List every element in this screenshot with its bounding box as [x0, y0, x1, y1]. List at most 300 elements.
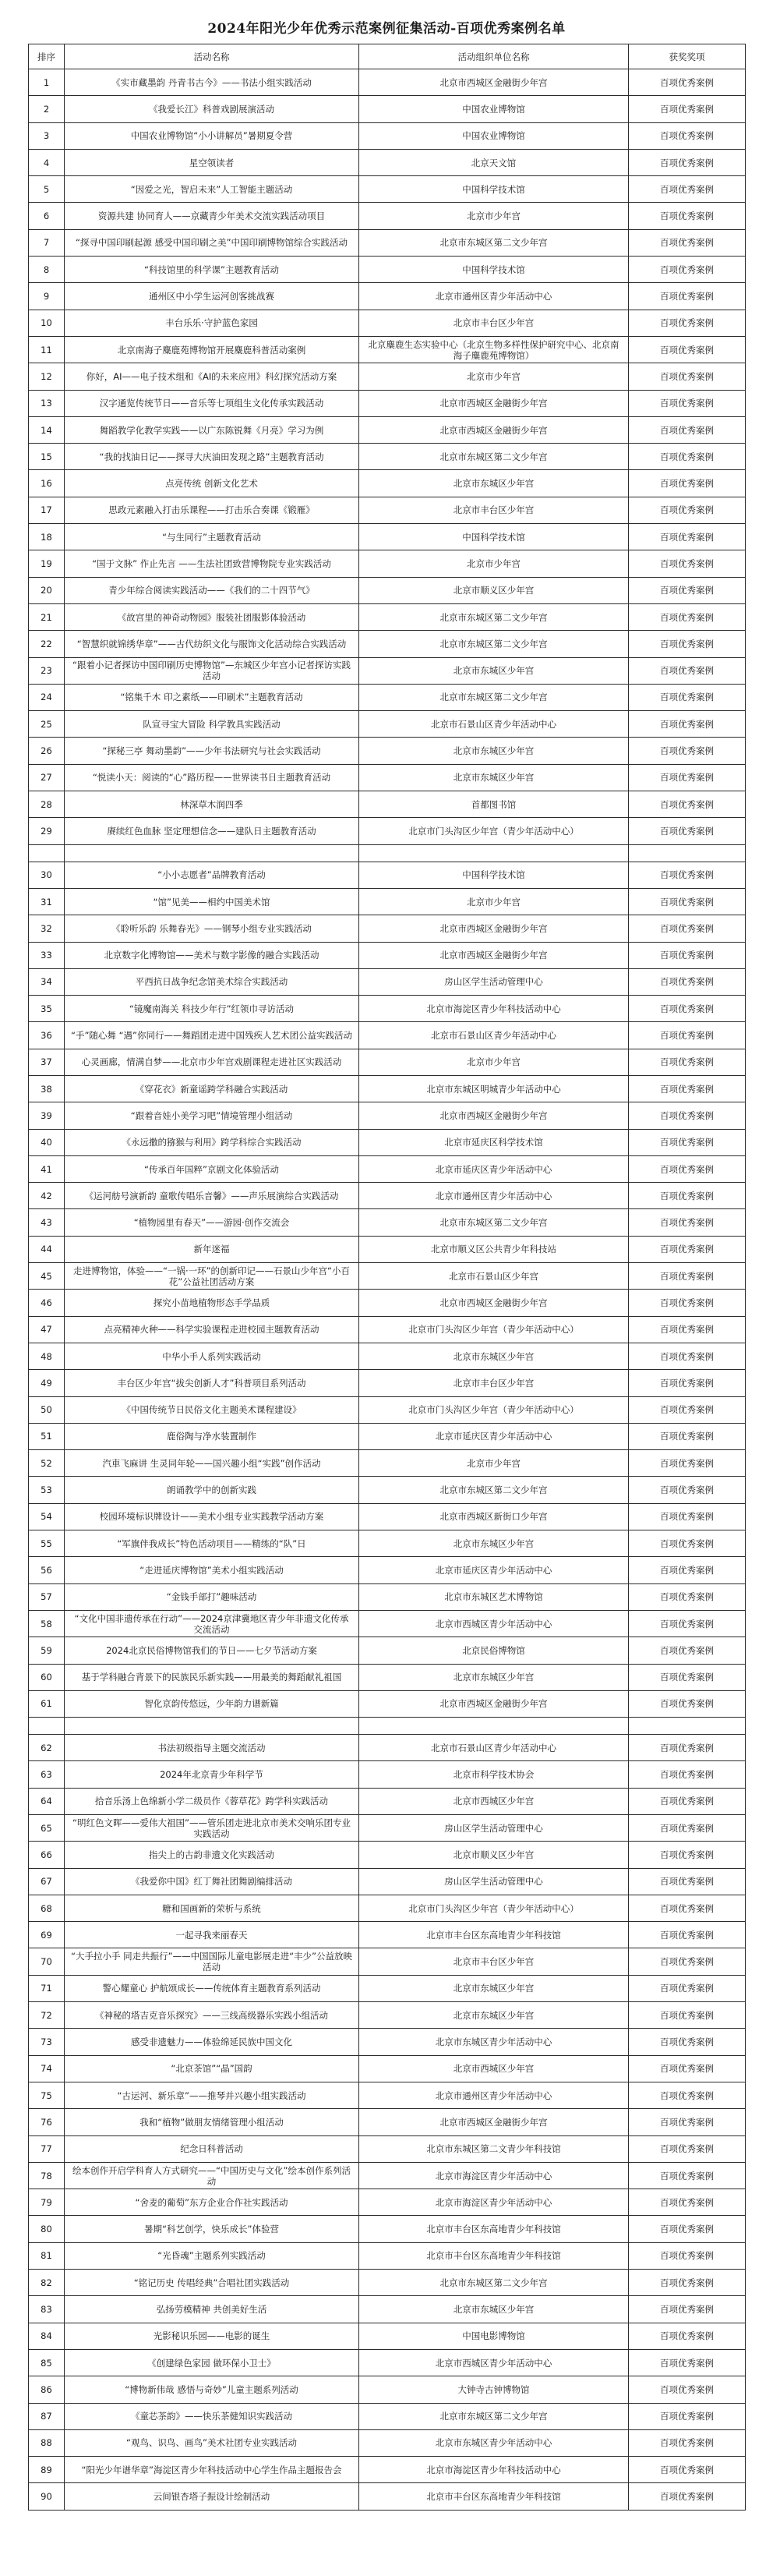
- table-row: [29, 1209, 746, 1236]
- table-row: [29, 1236, 746, 1262]
- table-row: [29, 1583, 746, 1610]
- award-cell: 百项优秀案例: [629, 1343, 746, 1369]
- organizer-cell: 北京市科学技术协会: [359, 1761, 629, 1788]
- award-cell: 百项优秀案例: [629, 176, 746, 203]
- organizer-cell: 北京市东城区第二文少年宫: [359, 444, 629, 470]
- rank-cell: 38: [29, 1075, 65, 1102]
- award-cell: 百项优秀案例: [629, 497, 746, 523]
- organizer-cell: 北京市东城区青少年活动中心: [359, 2429, 629, 2456]
- rank-cell: 44: [29, 1236, 65, 1262]
- table-row: [29, 1343, 746, 1369]
- activity-name-cell: 校园环境标识牌设计——美术小组专业实践教学活动方案: [65, 1503, 359, 1530]
- organizer-cell: 北京市西城区金融街少年宫: [359, 69, 629, 96]
- organizer-cell: 北京市通州区青少年活动中心: [359, 283, 629, 310]
- organizer-cell: 北京市西城区金融街少年宫: [359, 1690, 629, 1717]
- organizer-cell: 北京市东城区少年宫: [359, 470, 629, 497]
- organizer-cell: 北京市西城区金融街少年宫: [359, 2109, 629, 2135]
- rank-cell: 43: [29, 1209, 65, 1236]
- award-cell: 百项优秀案例: [629, 1583, 746, 1610]
- table-row: [29, 2296, 746, 2323]
- rank-cell: 6: [29, 203, 65, 229]
- activity-name-cell: 你好，AI——电子技术组和《AI的未来应用》科幻探究活动方案: [65, 363, 359, 390]
- activity-name-cell: 《故宫里的神奇动物园》服装社团服影体验活动: [65, 603, 359, 630]
- organizer-cell: 北京市海淀区青少年活动中心: [359, 2189, 629, 2216]
- organizer-cell: 北京市东城区艺术博物馆: [359, 1583, 629, 1610]
- table-row: [29, 1396, 746, 1423]
- award-cell: 百项优秀案例: [629, 1423, 746, 1449]
- organizer-cell: 北京市西城区青少年活动中心: [359, 2349, 629, 2376]
- rank-cell: 53: [29, 1477, 65, 1503]
- activity-name-cell: 绘本创作开启学科育人方式研究——“中国历史与文化”绘本创作系列活动: [65, 2162, 359, 2189]
- rank-cell: 8: [29, 257, 65, 283]
- activity-name-cell: 中国农业博物馆“小小讲解员”暑期夏令营: [65, 122, 359, 149]
- table-row: [29, 1290, 746, 1316]
- rank-cell: 11: [29, 336, 65, 363]
- table-row: [29, 2162, 746, 2189]
- rank-cell: 67: [29, 1868, 65, 1895]
- table-row: [29, 310, 746, 336]
- activity-name-cell: “手”随心舞 “遇”你同行——舞蹈团走进中国残疾人艺术团公益实践活动: [65, 1022, 359, 1049]
- rank-cell: 71: [29, 1975, 65, 2001]
- organizer-cell: 北京市丰台区少年宫: [359, 1948, 629, 1975]
- table-row: [29, 738, 746, 764]
- table-row: [29, 149, 746, 175]
- award-cell: 百项优秀案例: [629, 888, 746, 915]
- award-cell: 百项优秀案例: [629, 2242, 746, 2269]
- award-cell: 百项优秀案例: [629, 470, 746, 497]
- award-cell: 百项优秀案例: [629, 1788, 746, 1814]
- activity-name-cell: “铭记历史 传唱经典”合唱社团实践活动: [65, 2270, 359, 2296]
- table-row: [29, 888, 746, 915]
- table-row: [29, 2109, 746, 2135]
- organizer-cell: 北京市顺义区公共青少年科技站: [359, 1236, 629, 1262]
- table-row: [29, 203, 746, 229]
- organizer-cell: 北京市西城区金融街少年宫: [359, 942, 629, 968]
- organizer-cell: 北京市东城区少年宫: [359, 2296, 629, 2323]
- rank-cell: 82: [29, 2270, 65, 2296]
- rank-cell: 26: [29, 738, 65, 764]
- activity-name-cell: 走进博物馆，体验——“一锅·一环”的创新印记——石景山少年宫“小百花”公益社团活动方案: [65, 1263, 359, 1290]
- table-header-row: [29, 44, 746, 69]
- rank-cell: 89: [29, 2457, 65, 2483]
- award-table: [28, 44, 746, 2511]
- section-gap: [29, 844, 746, 862]
- organizer-cell: 北京天文馆: [359, 149, 629, 175]
- activity-name-cell: “与生同行”主题教育活动: [65, 524, 359, 550]
- award-cell: 百项优秀案例: [629, 862, 746, 888]
- activity-name-cell: 我和“植物”做朋友情绪管理小组活动: [65, 2109, 359, 2135]
- table-row: [29, 2082, 746, 2108]
- award-cell: 百项优秀案例: [629, 684, 746, 710]
- organizer-cell: 北京市延庆区科学技术馆: [359, 1129, 629, 1155]
- rank-cell: 37: [29, 1049, 65, 1075]
- table-row: [29, 96, 746, 122]
- rank-cell: 78: [29, 2162, 65, 2189]
- table-row: [29, 1263, 746, 1290]
- organizer-cell: 北京市通州区青少年活动中心: [359, 2082, 629, 2108]
- activity-name-cell: 《实市藏墨韵 丹青书古今》——书法小组实践活动: [65, 69, 359, 96]
- table-row: [29, 996, 746, 1022]
- organizer-cell: 北京市海淀区青少年科技活动中心: [359, 2457, 629, 2483]
- empty-cell: [629, 1718, 746, 1735]
- organizer-cell: 北京市西城区金融街少年宫: [359, 390, 629, 416]
- table-row: [29, 1610, 746, 1637]
- rank-cell: 4: [29, 149, 65, 175]
- rank-cell: 74: [29, 2055, 65, 2082]
- award-cell: 百项优秀案例: [629, 2029, 746, 2055]
- organizer-cell: 北京市门头沟区少年宫（青少年活动中心）: [359, 1316, 629, 1343]
- activity-name-cell: 指尖上的古韵非遗文化实践活动: [65, 1842, 359, 1868]
- award-cell: 百项优秀案例: [629, 1690, 746, 1717]
- award-cell: 百项优秀案例: [629, 149, 746, 175]
- table-row: [29, 1735, 746, 1761]
- activity-name-cell: 光影秘识乐园——电影的诞生: [65, 2323, 359, 2349]
- activity-name-cell: 朗诵教学中的创新实践: [65, 1477, 359, 1503]
- rank-cell: 30: [29, 862, 65, 888]
- table-row: [29, 2457, 746, 2483]
- award-cell: 百项优秀案例: [629, 1610, 746, 1637]
- award-cell: 百项优秀案例: [629, 2429, 746, 2456]
- table-row: [29, 336, 746, 363]
- activity-name-cell: “因爱之光，智启未来”人工智能主题活动: [65, 176, 359, 203]
- award-cell: 百项优秀案例: [629, 1842, 746, 1868]
- rank-cell: 10: [29, 310, 65, 336]
- award-cell: 百项优秀案例: [629, 2296, 746, 2323]
- table-row: [29, 1842, 746, 1868]
- award-cell: 百项优秀案例: [629, 2376, 746, 2403]
- table-row: [29, 363, 746, 390]
- table-row: [29, 1102, 746, 1129]
- rank-cell: 72: [29, 2002, 65, 2029]
- rank-cell: 80: [29, 2216, 65, 2242]
- award-cell: 百项优秀案例: [629, 1183, 746, 1209]
- table-row: [29, 550, 746, 577]
- organizer-cell: 北京市东城区第二文少年宫: [359, 1209, 629, 1236]
- table-row: [29, 2403, 746, 2429]
- activity-name-cell: “我的找油日记——探寻大庆油田发现之路”主题教育活动: [65, 444, 359, 470]
- organizer-cell: 房山区学生活动管理中心: [359, 1815, 629, 1842]
- rank-cell: 7: [29, 229, 65, 256]
- organizer-cell: 北京市通州区青少年活动中心: [359, 1183, 629, 1209]
- activity-name-cell: 资源共建 协同育人——京藏青少年美术交流实践活动项目: [65, 203, 359, 229]
- award-cell: 百项优秀案例: [629, 390, 746, 416]
- table-row: [29, 577, 746, 603]
- table-row: [29, 1690, 746, 1717]
- award-cell: 百项优秀案例: [629, 915, 746, 942]
- activity-name-cell: 智化京韵传悠远，少年韵力谱新篇: [65, 1690, 359, 1717]
- award-cell: 百项优秀案例: [629, 1815, 746, 1842]
- organizer-cell: 北京市西城区少年宫: [359, 2055, 629, 2082]
- header-activity-name: 活动名称: [65, 44, 359, 69]
- award-cell: 百项优秀案例: [629, 1975, 746, 2001]
- organizer-cell: 北京市丰台区东高地青少年科技馆: [359, 2242, 629, 2269]
- rank-cell: 27: [29, 764, 65, 791]
- award-cell: 百项优秀案例: [629, 1370, 746, 1396]
- empty-cell: [629, 844, 746, 862]
- rank-cell: 62: [29, 1735, 65, 1761]
- award-cell: 百项优秀案例: [629, 1557, 746, 1583]
- activity-name-cell: “文化中国非遗传承在行动”——2024京津冀地区青少年非遗文化传承交流活动: [65, 1610, 359, 1637]
- organizer-cell: 北京市顺义区少年宫: [359, 577, 629, 603]
- activity-name-cell: 鹿俗陶与净水装置制作: [65, 1423, 359, 1449]
- rank-cell: 31: [29, 888, 65, 915]
- activity-name-cell: “博物新伟哉 感悟与奇妙”儿童主题系列活动: [65, 2376, 359, 2403]
- award-cell: 百项优秀案例: [629, 1948, 746, 1975]
- table-row: [29, 968, 746, 995]
- award-cell: 百项优秀案例: [629, 363, 746, 390]
- rank-cell: 12: [29, 363, 65, 390]
- rank-cell: 47: [29, 1316, 65, 1343]
- organizer-cell: 北京市东城区青少年活动中心: [359, 2029, 629, 2055]
- organizer-cell: 北京市西城区新街口少年宫: [359, 1503, 629, 1530]
- organizer-cell: 北京市东城区第二文少年宫: [359, 684, 629, 710]
- activity-name-cell: “探秘三亭 舞动墨韵”——少年书法研究与社会实践活动: [65, 738, 359, 764]
- table-row: [29, 444, 746, 470]
- activity-name-cell: 平西抗日战争纪念馆美术综合实践活动: [65, 968, 359, 995]
- award-cell: 百项优秀案例: [629, 2483, 746, 2510]
- header-organizer: 活动组织单位名称: [359, 44, 629, 69]
- award-cell: 百项优秀案例: [629, 1236, 746, 1262]
- award-cell: 百项优秀案例: [629, 764, 746, 791]
- organizer-cell: 房山区学生活动管理中心: [359, 968, 629, 995]
- activity-name-cell: “传承百年国粹”京剧文化体验活动: [65, 1155, 359, 1182]
- rank-cell: 76: [29, 2109, 65, 2135]
- table-row: [29, 1868, 746, 1895]
- organizer-cell: 北京市丰台区东高地青少年科技馆: [359, 2216, 629, 2242]
- organizer-cell: 大钟寺古钟博物馆: [359, 2376, 629, 2403]
- activity-name-cell: 《童芯茶韵》——快乐茶健知识实践活动: [65, 2403, 359, 2429]
- activity-name-cell: 探究小苗地植物形态手学品质: [65, 1290, 359, 1316]
- activity-name-cell: “馆”见美——相约中国美术馆: [65, 888, 359, 915]
- rank-cell: 40: [29, 1129, 65, 1155]
- section-gap: [29, 1718, 746, 1735]
- activity-name-cell: “跟着小记者探访中国印刷历史博物馆”—东城区少年宫小记者探访实践活动: [65, 657, 359, 684]
- rank-cell: 28: [29, 791, 65, 818]
- table-row: [29, 122, 746, 149]
- award-cell: 百项优秀案例: [629, 577, 746, 603]
- rank-cell: 45: [29, 1263, 65, 1290]
- award-cell: 百项优秀案例: [629, 69, 746, 96]
- activity-name-cell: 《创建绿色家园 做环保小卫士》: [65, 2349, 359, 2376]
- table-row: [29, 1975, 746, 2001]
- activity-name-cell: 新年迷福: [65, 1236, 359, 1262]
- award-cell: 百项优秀案例: [629, 2135, 746, 2162]
- organizer-cell: 北京市石景山区青少年活动中心: [359, 1022, 629, 1049]
- organizer-cell: 北京市东城区少年宫: [359, 1530, 629, 1557]
- award-cell: 百项优秀案例: [629, 1129, 746, 1155]
- activity-name-cell: “走进延庆博物馆”美术小组实践活动: [65, 1557, 359, 1583]
- organizer-cell: 北京市延庆区青少年活动中心: [359, 1557, 629, 1583]
- activity-name-cell: “小小志愿者”品牌教育活动: [65, 862, 359, 888]
- rank-cell: 60: [29, 1664, 65, 1690]
- activity-name-cell: 点亮传统 创新文化艺术: [65, 470, 359, 497]
- rank-cell: 77: [29, 2135, 65, 2162]
- organizer-cell: 北京市门头沟区少年宫（青少年活动中心）: [359, 818, 629, 844]
- award-cell: 百项优秀案例: [629, 1868, 746, 1895]
- table-body: [29, 69, 746, 2511]
- rank-cell: 3: [29, 122, 65, 149]
- rank-cell: 79: [29, 2189, 65, 2216]
- organizer-cell: 北京市西城区金融街少年宫: [359, 416, 629, 443]
- organizer-cell: 北京市丰台区东高地青少年科技馆: [359, 1922, 629, 1948]
- activity-name-cell: 《运河舫号演新韵 童歌传唱乐音馨》——声乐展演综合实践活动: [65, 1183, 359, 1209]
- table-row: [29, 1022, 746, 1049]
- table-row: [29, 1788, 746, 1814]
- award-cell: 百项优秀案例: [629, 1735, 746, 1761]
- organizer-cell: 中国科学技术馆: [359, 176, 629, 203]
- award-cell: 百项优秀案例: [629, 968, 746, 995]
- table-row: [29, 69, 746, 96]
- activity-name-cell: 感受非遗魅力——体验绵延民族中国文化: [65, 2029, 359, 2055]
- organizer-cell: 北京市东城区少年宫: [359, 738, 629, 764]
- organizer-cell: 北京市西城区青少年活动中心: [359, 1610, 629, 1637]
- organizer-cell: 北京市东城区第二文少年宫: [359, 631, 629, 657]
- rank-cell: 24: [29, 684, 65, 710]
- rank-cell: 90: [29, 2483, 65, 2510]
- table-row: [29, 1075, 746, 1102]
- rank-cell: 55: [29, 1530, 65, 1557]
- rank-cell: 69: [29, 1922, 65, 1948]
- table-row: [29, 791, 746, 818]
- rank-cell: 19: [29, 550, 65, 577]
- organizer-cell: 中国农业博物馆: [359, 96, 629, 122]
- award-cell: 百项优秀案例: [629, 1477, 746, 1503]
- rank-cell: 58: [29, 1610, 65, 1637]
- table-row: [29, 1922, 746, 1948]
- activity-name-cell: 林深草木润四季: [65, 791, 359, 818]
- rank-cell: 39: [29, 1102, 65, 1129]
- organizer-cell: 北京市少年宫: [359, 888, 629, 915]
- activity-name-cell: 青少年综合阅读实践活动——《我们的二十四节气》: [65, 577, 359, 603]
- award-cell: 百项优秀案例: [629, 1290, 746, 1316]
- organizer-cell: 北京市丰台区少年宫: [359, 310, 629, 336]
- organizer-cell: 北京市门头沟区少年宫（青少年活动中心）: [359, 1895, 629, 1921]
- award-cell: 百项优秀案例: [629, 1530, 746, 1557]
- rank-cell: 21: [29, 603, 65, 630]
- table-row: [29, 283, 746, 310]
- organizer-cell: 北京市海淀区青少年活动中心: [359, 2162, 629, 2189]
- award-cell: 百项优秀案例: [629, 657, 746, 684]
- table-row: [29, 1423, 746, 1449]
- table-row: [29, 1664, 746, 1690]
- organizer-cell: 北京市少年宫: [359, 363, 629, 390]
- table-row: [29, 862, 746, 888]
- table-row: [29, 1761, 746, 1788]
- activity-name-cell: “古运河、新乐章”——推琴并兴趣小组实践活动: [65, 2082, 359, 2108]
- rank-cell: 22: [29, 631, 65, 657]
- award-cell: 百项优秀案例: [629, 1503, 746, 1530]
- table-row: [29, 1815, 746, 1842]
- activity-name-cell: 《永远撒的猕猴与利用》跨学科综合实践活动: [65, 1129, 359, 1155]
- organizer-cell: 北京市东城区明城青少年活动中心: [359, 1075, 629, 1102]
- award-cell: 百项优秀案例: [629, 2323, 746, 2349]
- table-row: [29, 1503, 746, 1530]
- award-cell: 百项优秀案例: [629, 603, 746, 630]
- activity-name-cell: 警心耀童心 护航颂成长——传统体育主题教育系列活动: [65, 1975, 359, 2001]
- activity-name-cell: 《穿花衣》新童谣跨学科融合实践活动: [65, 1075, 359, 1102]
- activity-name-cell: 星空领读者: [65, 149, 359, 175]
- activity-name-cell: 丰台乐乐·守护蓝色家园: [65, 310, 359, 336]
- award-cell: 百项优秀案例: [629, 942, 746, 968]
- award-cell: 百项优秀案例: [629, 550, 746, 577]
- organizer-cell: 中国农业博物馆: [359, 122, 629, 149]
- table-row: [29, 470, 746, 497]
- rank-cell: 88: [29, 2429, 65, 2456]
- table-row: [29, 2349, 746, 2376]
- empty-cell: [359, 1718, 629, 1735]
- award-cell: 百项优秀案例: [629, 791, 746, 818]
- table-row: [29, 2135, 746, 2162]
- organizer-cell: 北京市东城区第二文少年宫: [359, 2270, 629, 2296]
- rank-cell: 83: [29, 2296, 65, 2323]
- rank-cell: 61: [29, 1690, 65, 1717]
- organizer-cell: 中国科学技术馆: [359, 524, 629, 550]
- activity-name-cell: 云间银杏塔子振设计绘制活动: [65, 2483, 359, 2510]
- table-row: [29, 2055, 746, 2082]
- organizer-cell: 北京市西城区金融街少年宫: [359, 915, 629, 942]
- award-cell: 百项优秀案例: [629, 1396, 746, 1423]
- award-cell: 百项优秀案例: [629, 1102, 746, 1129]
- activity-name-cell: 暑期“科艺创学，快乐成长”体验营: [65, 2216, 359, 2242]
- activity-name-cell: 《聆听乐韵 乐舞春光》——钢琴小组专业实践活动: [65, 915, 359, 942]
- award-cell: 百项优秀案例: [629, 818, 746, 844]
- award-cell: 百项优秀案例: [629, 1761, 746, 1788]
- rank-cell: 36: [29, 1022, 65, 1049]
- award-cell: 百项优秀案例: [629, 1022, 746, 1049]
- rank-cell: 51: [29, 1423, 65, 1449]
- table-row: [29, 416, 746, 443]
- rank-cell: 66: [29, 1842, 65, 1868]
- table-row: [29, 2483, 746, 2510]
- organizer-cell: 北京市少年宫: [359, 203, 629, 229]
- rank-cell: 34: [29, 968, 65, 995]
- award-cell: 百项优秀案例: [629, 444, 746, 470]
- rank-cell: 23: [29, 657, 65, 684]
- award-cell: 百项优秀案例: [629, 1155, 746, 1182]
- rank-cell: 5: [29, 176, 65, 203]
- organizer-cell: 北京市石景山区青少年活动中心: [359, 1735, 629, 1761]
- activity-name-cell: 糖和国画新的荣析与系统: [65, 1895, 359, 1921]
- award-cell: 百项优秀案例: [629, 711, 746, 738]
- activity-name-cell: 《我爱你中国》红丁舞社团舞剧编排活动: [65, 1868, 359, 1895]
- activity-name-cell: 基于学科融合背景下的民族民乐新实践——用最美的舞蹈献礼祖国: [65, 1664, 359, 1690]
- organizer-cell: 中国电影博物馆: [359, 2323, 629, 2349]
- activity-name-cell: 点亮精神火种——科学实验课程走进校园主题教育活动: [65, 1316, 359, 1343]
- table-row: [29, 1895, 746, 1921]
- organizer-cell: 北京市西城区金融街少年宫: [359, 1290, 629, 1316]
- activity-name-cell: 汽車飞麻讲 生灵同年轮——国兴趣小组“实践”创作活动: [65, 1450, 359, 1477]
- activity-name-cell: 弘扬劳模精神 共创美好生活: [65, 2296, 359, 2323]
- award-cell: 百项优秀案例: [629, 2216, 746, 2242]
- rank-cell: 29: [29, 818, 65, 844]
- rank-cell: 1: [29, 69, 65, 96]
- award-cell: 百项优秀案例: [629, 1450, 746, 1477]
- organizer-cell: 北京市石景山区青少年活动中心: [359, 711, 629, 738]
- award-cell: 百项优秀案例: [629, 996, 746, 1022]
- award-cell: 百项优秀案例: [629, 203, 746, 229]
- rank-cell: 42: [29, 1183, 65, 1209]
- award-cell: 百项优秀案例: [629, 2270, 746, 2296]
- table-row: [29, 1049, 746, 1075]
- organizer-cell: 北京市海淀区青少年科技活动中心: [359, 996, 629, 1022]
- award-cell: 百项优秀案例: [629, 1316, 746, 1343]
- award-cell: 百项优秀案例: [629, 2403, 746, 2429]
- award-cell: 百项优秀案例: [629, 229, 746, 256]
- award-cell: 百项优秀案例: [629, 2055, 746, 2082]
- rank-cell: 56: [29, 1557, 65, 1583]
- table-row: [29, 1557, 746, 1583]
- rank-cell: 70: [29, 1948, 65, 1975]
